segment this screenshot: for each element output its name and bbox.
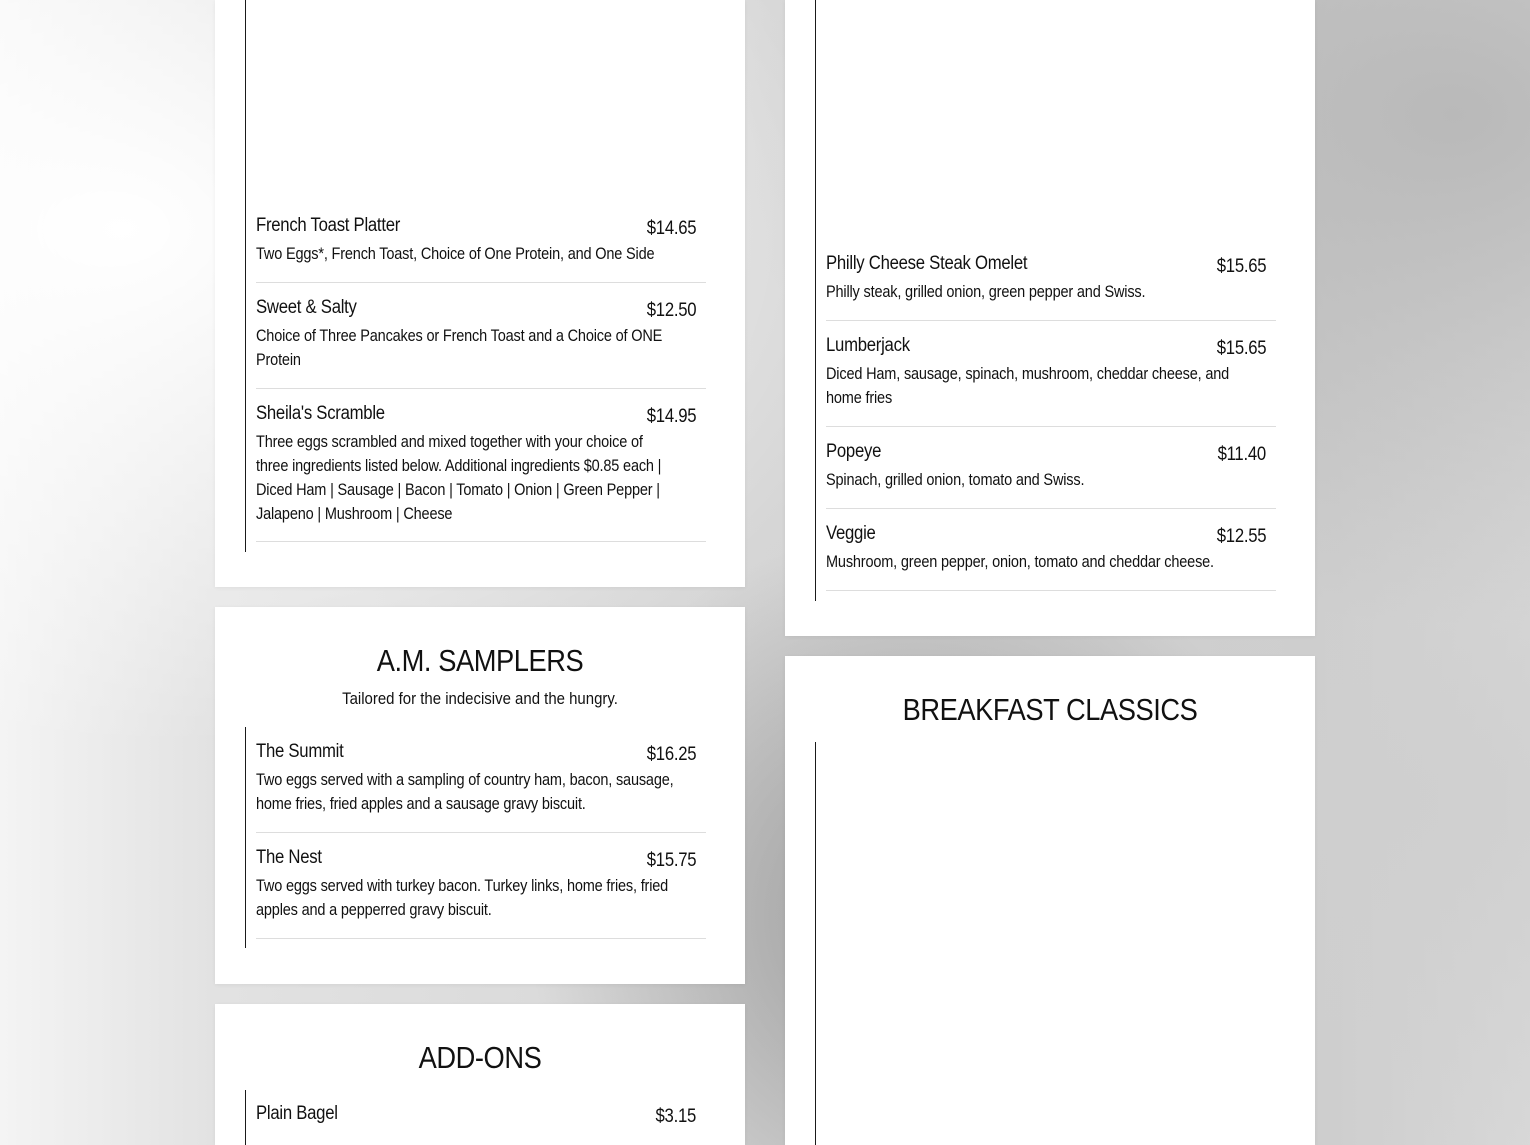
item-price: $12.55 <box>1216 526 1266 547</box>
item-description: Mushroom, green pepper, onion, tomato and cheddar cheese. <box>826 553 1214 571</box>
item-price: $3.15 <box>655 1106 696 1127</box>
item-description: Two Eggs*, French Toast, Choice of One Protein, and One Side <box>256 245 655 263</box>
item-price: $16.25 <box>646 744 696 765</box>
section-title: A.M. SAMPLERS <box>376 643 584 678</box>
menu-list <box>815 0 1276 601</box>
item-description: Choice of Three Pancakes or French Toast and a Choice of ONE Protein <box>256 327 663 369</box>
menu-card-samplers <box>215 607 745 984</box>
item-name: Plain Bagel <box>256 1103 338 1124</box>
item-name: Popeye <box>826 441 882 462</box>
item-description: Three eggs scrambled and mixed together with your choice of three ingredients listed below. Additional ingredients $0.85 each | Diced Ham | Sausage | Bacon | Tomato | Onion | Green Pepper | Jalapeno | Mushroom | Cheese <box>256 433 662 523</box>
item-price: $14.65 <box>646 218 696 239</box>
item-name: The Summit <box>256 741 344 762</box>
item-price: $15.65 <box>1216 338 1266 359</box>
menu-item[interactable] <box>826 522 1276 591</box>
item-name: Philly Cheese Steak Omelet <box>826 253 1028 274</box>
menu-item[interactable] <box>256 296 706 389</box>
menu-item[interactable] <box>826 252 1276 321</box>
item-name: Veggie <box>826 523 876 544</box>
item-name: Sheila's Scramble <box>256 403 385 424</box>
menu-item[interactable] <box>256 402 706 542</box>
item-price: $12.50 <box>646 300 696 321</box>
item-description: Two eggs served with a sampling of country ham, bacon, sausage, home fries, fried apples and a sausage gravy biscuit. <box>256 771 674 813</box>
item-price: $11.40 <box>1217 444 1266 465</box>
menu-item[interactable] <box>826 334 1276 427</box>
section-subtitle: Tailored for the indecisive and the hungry. <box>342 689 618 708</box>
menu-card-breakfast-classics <box>785 656 1315 1145</box>
item-price: $14.95 <box>646 406 696 427</box>
item-description: Philly steak, grilled onion, green pepper and Swiss. <box>826 283 1146 301</box>
menu-card-top-left <box>215 0 745 587</box>
item-name: Lumberjack <box>826 335 910 356</box>
item-description: Two eggs served with turkey bacon. Turkey links, home fries, fried apples and a pepperred gravy biscuit. <box>256 877 669 919</box>
section-title: BREAKFAST CLASSICS <box>902 692 1198 727</box>
item-price: $15.65 <box>1216 256 1266 277</box>
menu-list <box>245 1090 706 1145</box>
menu-item[interactable] <box>256 740 706 833</box>
item-name: Sweet & Salty <box>256 297 357 318</box>
menu-item[interactable] <box>826 440 1276 509</box>
item-description: Diced Ham, sausage, spinach, mushroom, cheddar cheese, and home fries <box>826 365 1230 407</box>
menu-card-addons <box>215 1004 745 1145</box>
item-price: $15.75 <box>646 850 696 871</box>
menu-card-omelets <box>785 0 1315 636</box>
menu-list <box>245 727 706 948</box>
section-title: ADD-ONS <box>418 1040 542 1075</box>
item-description: Spinach, grilled onion, tomato and Swiss. <box>826 471 1085 489</box>
menu-list <box>245 0 706 552</box>
item-name: French Toast Platter <box>256 215 401 236</box>
menu-item[interactable] <box>256 846 706 939</box>
menu-item[interactable] <box>256 214 706 283</box>
menu-list <box>815 742 1276 1145</box>
item-name: The Nest <box>256 847 322 868</box>
menu-item[interactable] <box>256 1102 706 1142</box>
